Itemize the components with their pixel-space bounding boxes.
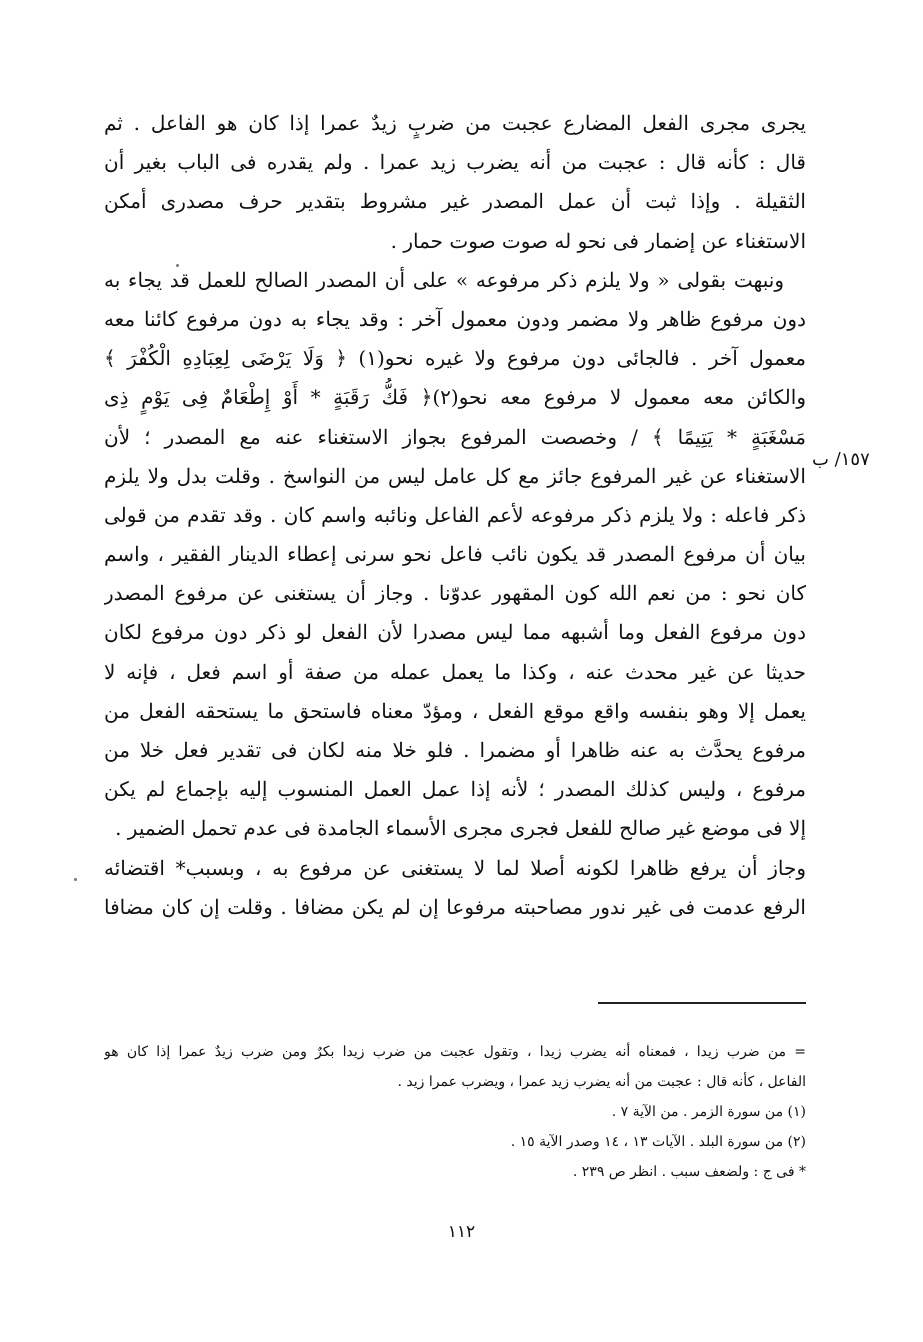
footnote-line: (١) من سورة الزمر . من الآية ٧ . [611,1104,806,1120]
text-line: الاستغناء عن غير المرفوع جائز مع كل عامل ليس من النواسخ . وقلت بدل ولا يلزم [104,463,806,488]
text-line: مَسْغَبَةٍ * يَتِيمًا ﴾ / وخصصت المرفوع بجواز الاستغناء عنه مع المصدر ؛ لأن [104,424,806,449]
text-line: يعمل إلا وهو بنفسه واقع موقع الفعل ، ومؤدّ معناه فاستحق ما يستحقه الفعل من [104,698,806,723]
text-line: وجاز أن يرفع ظاهرا لكونه أصلا لما لا يستغنى عن مرفوع به ، وبسبب* اقتضائه [104,855,806,880]
text-line: ونبهت بقولى « ولا يلزم ذكر مرفوعه » على أن المصدر الصالح للعمل قد يجاء به [104,267,784,292]
text-line: الاستغناء عن إضمار فى نحو له صوت صوت حمار . [390,228,806,253]
text-line: والكائن معه معمول لا مرفوع معه نحو(٢)﴿ فَكُّ رَقَبَةٍ * أَوْ إِطْعَامٌ فِى يَوْمٍ ذِى [104,385,806,410]
text-line: دون مرفوع ظاهر ولا مضمر ودون معمول آخر : وقد يجاء به دون مرفوع كائنا معه [104,306,806,331]
text-line: إلا فى موضع غير صالح للفعل فجرى مجرى الأسماء الجامدة فى عدم تحمل الضمير . [115,816,806,841]
text-line: معمول آخر . فالجائى دون مرفوع ولا غيره نحو(١) ﴿ وَلَا يَرْضَى لِعِبَادِهِ الْكُفْرَ ﴾ [104,346,806,371]
footnote-line: * فى ج : ولضعف سبب . انظر ص ٢٣٩ . [572,1164,806,1180]
footnote-line: الفاعل ، كأنه قال : عجبت من أنه يضرب زيد عمرا ، ويضرب عمرا زيد . [397,1074,806,1090]
footnote-separator-rule [598,1002,806,1004]
footnote-line: = من ضرب زيدا ، فمعناه أنه يضرب زيدا ، وتقول عجبت من ضرب زيدا بكرٌ ومن ضرب زيدٌ عمرا إذا كان هو [104,1044,806,1060]
text-line: دون مرفوع الفعل وما أشبهه مما ليس مصدرا لأن الفعل لو ذكر دون مرفوع لكان [104,620,806,645]
scan-speck [176,264,179,267]
text-line: ذكر فاعله : ولا يلزم ذكر مرفوعه لأعم الفاعل ونائبه واسم كان . وقد تقدم من قولى [104,502,806,527]
text-line: مرفوع ، وليس كذلك المصدر ؛ لأنه إذا عمل العمل المنسوب إليه بإجماع لم يكن [104,777,806,802]
footnotes-block [104,1037,806,1187]
text-line: الثقيلة . وإذا ثبت أن عمل المصدر غير مشروط بتقدير حرف مصدرى أمكن [104,189,806,214]
text-line: بيان أن مرفوع المصدر قد يكون نائب فاعل نحو سرنى إعطاء الدينار الفقير ، واسم [104,542,806,567]
text-line: حديثا عن غير محدث عنه ، وكذا ما يعمل عمله من صفة أو اسم فعل ، فإنه لا [104,659,806,684]
text-line: الرفع عدمت فى غير ندور مصاحبته مرفوعا إن لم يكن مضافا . وقلت إن كان مضافا [104,894,806,919]
main-text-body [104,104,806,927]
footnote-line: (٢) من سورة البلد . الآيات ١٣ ، ١٤ وصدر الآية ١٥ . [510,1134,806,1150]
text-line: كان نحو : من نعم الله كون المقهور عدوّنا . وجاز أن يستغنى عن مرفوع المصدر [104,581,806,606]
folio-margin-note: ١٥٧/ ب [812,449,870,470]
text-line: مرفوع يحدَّث به عنه ظاهرا أو مضمرا . فلو خلا منه لكان فى تقدير فعل خلا من [104,738,806,762]
page-number: ١١٢ [447,1222,476,1242]
text-line: يجرى مجرى الفعل المضارع عجبت من ضربٍ زيدٌ عمرا إذا كان هو الفاعل . ثم [104,111,806,135]
scan-speck [74,878,77,881]
text-line: قال : كأنه قال : عجبت من أنه يضرب زيد عمرا . ولم يقدره فى الباب بغير أن [104,150,806,175]
